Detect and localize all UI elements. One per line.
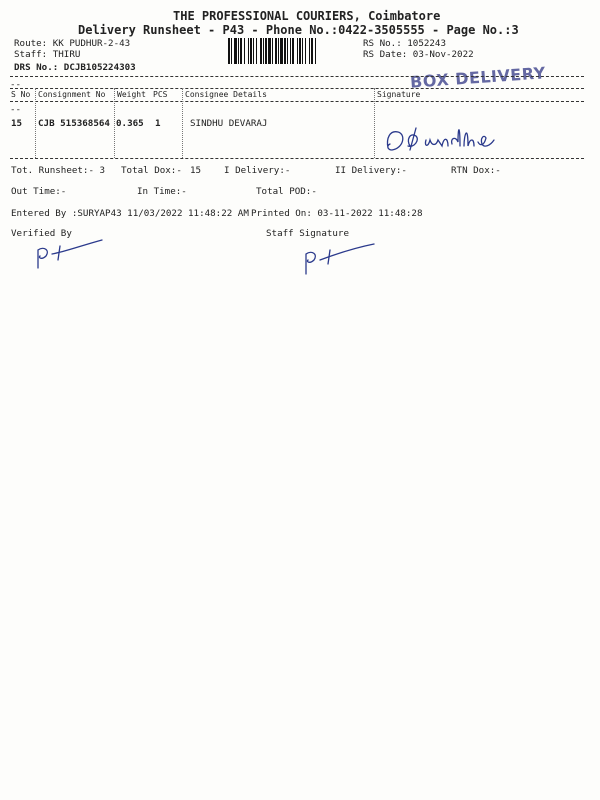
staff-signature bbox=[298, 240, 388, 276]
staff-text: Staff: THIRU bbox=[14, 49, 81, 60]
consignee-signature bbox=[380, 118, 500, 158]
row-sno: 15 bbox=[11, 118, 23, 129]
header-consignment: Consignment No bbox=[38, 90, 106, 99]
header-sno: S No bbox=[11, 90, 31, 99]
rs-number: RS No.: 1052243 bbox=[363, 38, 446, 49]
drs-number bbox=[14, 62, 136, 73]
table-bottom-rule bbox=[10, 158, 584, 159]
header-consignee: Consignee Details bbox=[185, 90, 267, 99]
row-pcs: 1 bbox=[155, 118, 161, 129]
verified-by: Verified By bbox=[11, 228, 72, 239]
company-title: THE PROFESSIONAL COURIERS, Coimbatore bbox=[173, 9, 441, 23]
printed-on: Printed On: 03-11-2022 11:48:28 bbox=[251, 208, 423, 219]
header-bottom-rule bbox=[10, 101, 584, 102]
header-pcs: PCS bbox=[153, 90, 168, 99]
in-time: In Time:- bbox=[137, 186, 187, 197]
total-dox-value: 15 bbox=[190, 165, 202, 176]
barcode bbox=[228, 38, 356, 64]
table-top-rule bbox=[10, 76, 584, 77]
tot-runsheet: Tot. Runsheet:- 3 bbox=[11, 165, 106, 176]
dash-mark-row: -- bbox=[10, 104, 22, 115]
staff-signature-label: Staff Signature bbox=[266, 228, 349, 239]
total-pod: Total POD:- bbox=[256, 186, 317, 197]
row-consignee: SINDHU DEVARAJ bbox=[190, 118, 268, 129]
drs-value: DCJB105224303 bbox=[63, 62, 136, 73]
barcode-bar bbox=[316, 38, 317, 64]
rtn-dox: RTN Dox:- bbox=[451, 165, 501, 176]
runsheet-title: Delivery Runsheet - P43 - Phone No.:0422-3505555 - Page No.:3 bbox=[78, 23, 519, 37]
col-divider bbox=[182, 88, 183, 158]
header-signature: Signature bbox=[377, 90, 421, 99]
i-delivery: I Delivery:- bbox=[224, 165, 291, 176]
col-divider bbox=[374, 88, 375, 158]
route-text: Route: KK PUDHUR-2-43 bbox=[14, 38, 131, 49]
header-weight: Weight bbox=[117, 90, 146, 99]
out-time: Out Time:- bbox=[11, 186, 67, 197]
col-divider bbox=[35, 88, 36, 158]
header-top-rule bbox=[10, 88, 584, 89]
drs-label: DRS No.: bbox=[14, 62, 64, 73]
ii-delivery: II Delivery:- bbox=[335, 165, 407, 176]
col-divider bbox=[114, 88, 115, 158]
total-dox-label: Total Dox:- bbox=[121, 165, 182, 176]
verified-signature bbox=[30, 236, 110, 272]
entered-by: Entered By :SURYAP43 11/03/2022 11:48:22 AM bbox=[11, 208, 249, 219]
dash-mark: -- bbox=[10, 79, 22, 90]
row-consignment: CJB 515368564 bbox=[38, 118, 110, 129]
rs-date: RS Date: 03-Nov-2022 bbox=[363, 49, 474, 60]
row-weight: 0.365 bbox=[116, 118, 144, 129]
box-delivery-stamp: BOX DELIVERY bbox=[409, 63, 547, 92]
